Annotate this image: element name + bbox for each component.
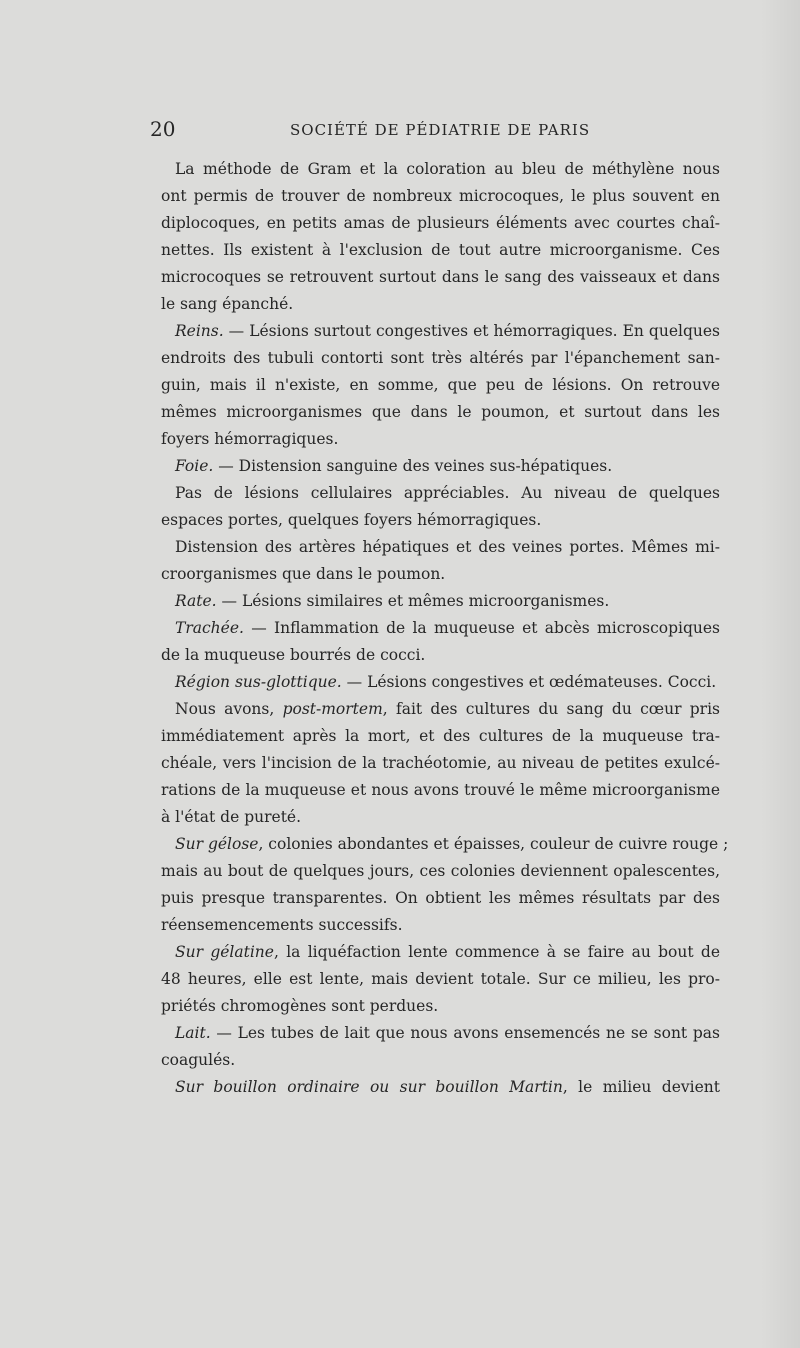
- page-number: 20: [150, 117, 176, 141]
- section-label: Rate.: [175, 592, 217, 610]
- text-line: ont permis de trouver de nombreux microcoques, le plus souvent en: [161, 187, 720, 205]
- body-text: [161, 156, 729, 1101]
- running-title: SOCIÉTÉ DE PÉDIATRIE DE PARIS: [290, 121, 591, 139]
- text-line: à l'état de pureté.: [161, 808, 302, 826]
- text-line: réensemencements successifs.: [161, 916, 403, 934]
- text-line: [161, 696, 720, 723]
- text-fragment: — Lésions surtout congestives et hémorragiques. En quelques: [223, 322, 720, 340]
- paragraph: [161, 831, 729, 939]
- text-fragment: — Les tubes de lait que nous avons ensemencés ne se sont pas: [210, 1024, 720, 1042]
- text-fragment: — Inflammation de la muqueuse et abcès microscopiques: [243, 619, 720, 637]
- section-label: Trachée.: [175, 619, 244, 637]
- text-line: guin, mais il n'existe, en somme, que peu de lésions. On retrouve: [161, 376, 720, 394]
- text-fragment: Nous avons,: [175, 700, 283, 718]
- paragraph: [161, 615, 720, 669]
- text-line: le sang épanché.: [161, 295, 294, 313]
- section-label: Lait.: [175, 1024, 211, 1042]
- paragraph: [161, 588, 720, 615]
- text-line: [161, 318, 720, 345]
- text-fragment: , la liquéfaction lente commence à se faire au bout de: [273, 943, 720, 961]
- text-line: [161, 588, 720, 615]
- text-fragment: — Lésions similaires et mêmes microorganismes.: [216, 592, 610, 610]
- section-label: Sur gélatine: [175, 943, 274, 961]
- section-label: Reins.: [175, 322, 224, 340]
- paragraph: [161, 696, 720, 831]
- text-line: [161, 615, 720, 642]
- paragraph: [161, 453, 720, 480]
- text-line: nettes. Ils existent à l'exclusion de tout autre microorganisme. Ces: [161, 241, 720, 259]
- page-header: [150, 117, 720, 147]
- text-line: [161, 1020, 720, 1047]
- text-line: La méthode de Gram et la coloration au bleu de méthylène nous: [175, 160, 720, 178]
- text-line: croorganismes que dans le poumon.: [161, 565, 446, 583]
- section-label: Sur gélose: [175, 835, 259, 853]
- text-line: chéale, vers l'incision de la trachéotomie, au niveau de petites exulcé-: [161, 754, 720, 772]
- section-label: post-mortem: [282, 700, 383, 718]
- text-line: Distension des artères hépatiques et des veines portes. Mêmes mi-: [175, 538, 720, 556]
- text-line: [161, 939, 720, 966]
- paragraph: [161, 939, 720, 1020]
- text-line: [161, 1074, 720, 1101]
- text-line: priétés chromogènes sont perdues.: [161, 997, 439, 1015]
- paragraph: [161, 534, 720, 588]
- text-line: microcoques se retrouvent surtout dans le sang des vaisseaux et dans: [161, 268, 720, 286]
- text-fragment: , le milieu devient: [562, 1078, 720, 1096]
- paragraph: [161, 1020, 720, 1074]
- paragraph: [161, 318, 720, 453]
- text-line: de la muqueuse bourrés de cocci.: [161, 646, 426, 664]
- section-label: Sur bouillon ordinaire ou sur bouillon Martin: [175, 1078, 563, 1096]
- section-label: Foie.: [175, 457, 214, 475]
- text-fragment: — Lésions congestives et œdémateuses. Cocci.: [341, 673, 717, 691]
- section-label: Région sus-glottique.: [175, 673, 342, 691]
- text-fragment: , colonies abondantes et épaisses, couleur de cuivre rouge ;: [258, 835, 729, 853]
- paragraph: [161, 669, 720, 696]
- text-fragment: , fait des cultures du sang du cœur pris: [382, 700, 720, 718]
- text-line: Pas de lésions cellulaires appréciables. Au niveau de quelques: [175, 484, 720, 502]
- text-line: 48 heures, elle est lente, mais devient totale. Sur ce milieu, les pro-: [161, 970, 720, 988]
- paragraph: [161, 480, 720, 534]
- text-line: [161, 453, 720, 480]
- text-line: foyers hémorragiques.: [161, 430, 339, 448]
- text-line: coagulés.: [161, 1051, 236, 1069]
- text-fragment: — Distension sanguine des veines sus-hépatiques.: [213, 457, 613, 475]
- paragraph: [161, 156, 720, 318]
- text-line: [161, 831, 729, 858]
- text-line: endroits des tubuli contorti sont très altérés par l'épanchement san-: [161, 349, 720, 367]
- paragraph: [161, 1074, 720, 1101]
- text-line: immédiatement après la mort, et des cultures de la muqueuse tra-: [161, 727, 720, 745]
- text-line: puis presque transparentes. On obtient les mêmes résultats par des: [161, 889, 720, 907]
- text-line: rations de la muqueuse et nous avons trouvé le même microorganisme: [161, 781, 720, 799]
- text-line: [161, 669, 720, 696]
- text-line: diplocoques, en petits amas de plusieurs éléments avec courtes chaî-: [161, 214, 720, 232]
- text-line: espaces portes, quelques foyers hémorragiques.: [161, 511, 542, 529]
- text-line: mêmes microorganismes que dans le poumon, et surtout dans les: [161, 403, 720, 421]
- text-line: mais au bout de quelques jours, ces colonies deviennent opalescentes,: [161, 862, 720, 880]
